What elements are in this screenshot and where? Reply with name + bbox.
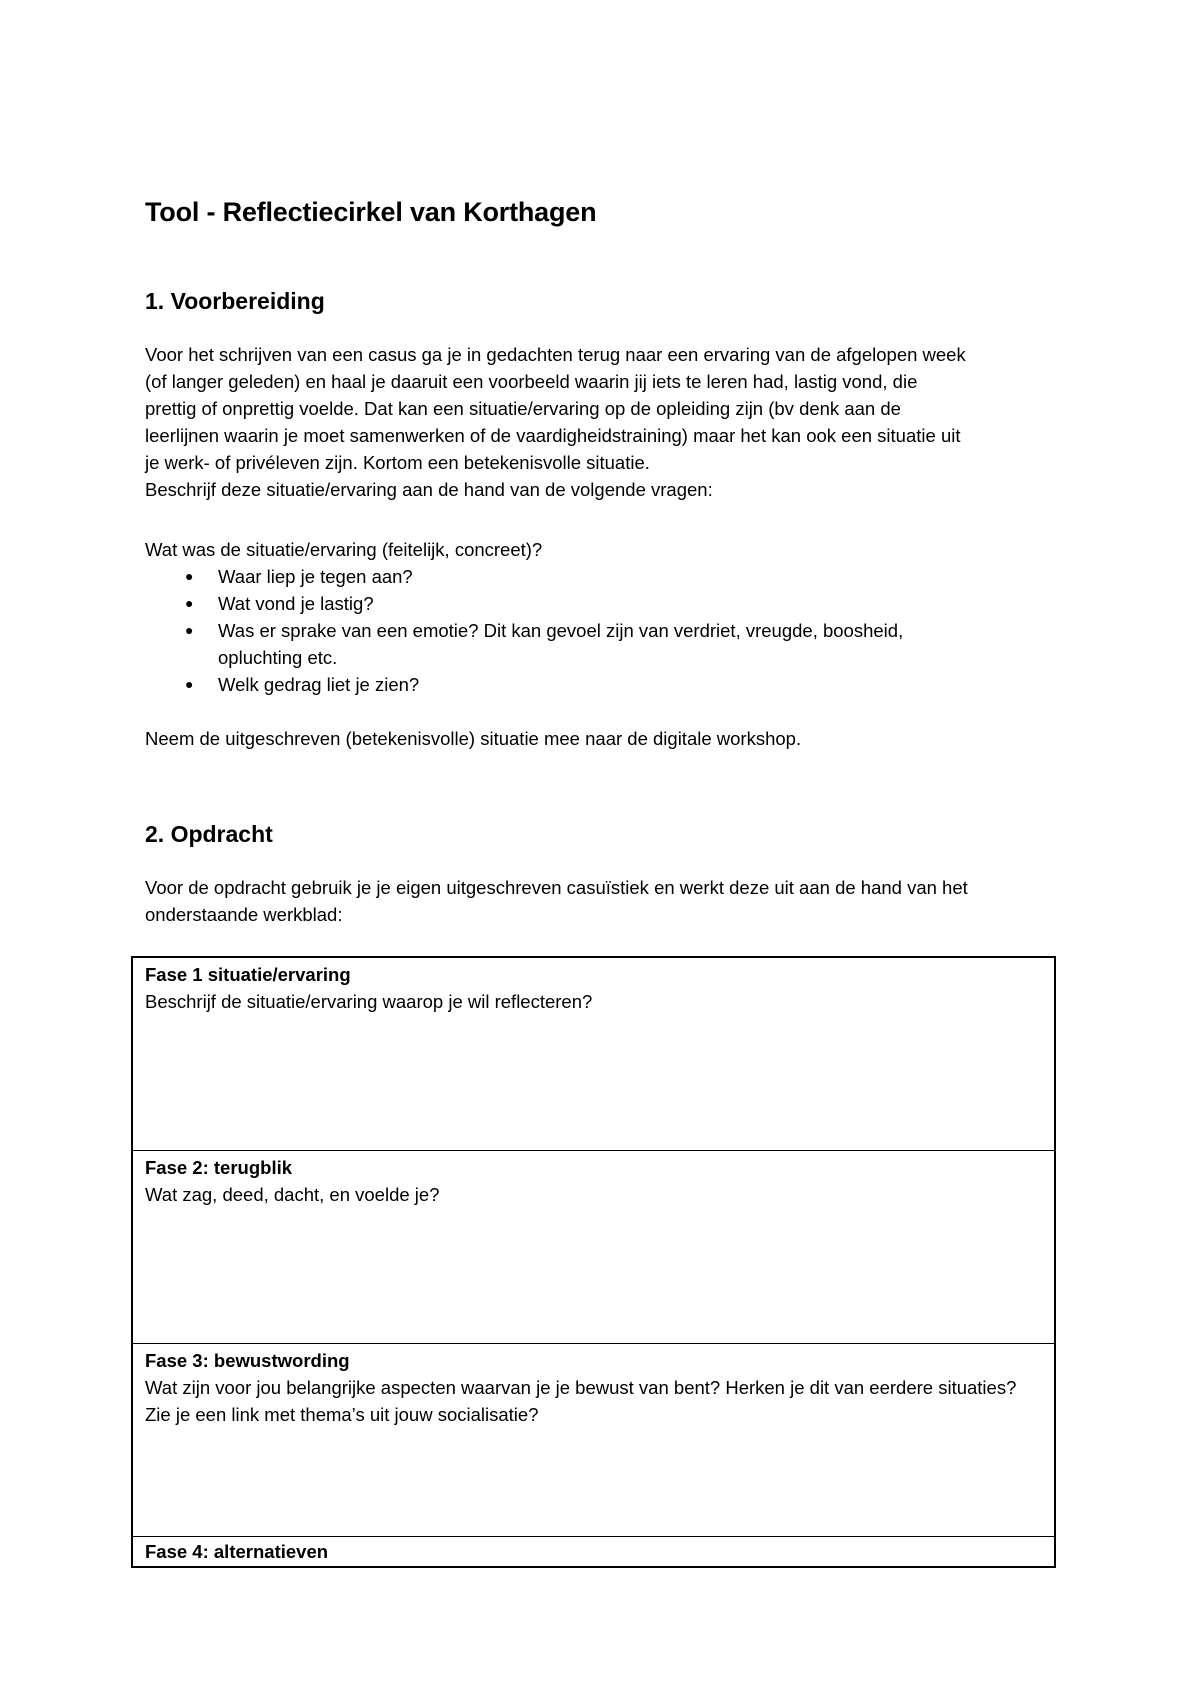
phase-title: Fase 1 situatie/ervaring [145,964,351,985]
phase-row [132,1344,1055,1537]
phase-title: Fase 2: terugblik [145,1157,293,1178]
intro-line: onderstaande werkblad: [145,904,343,925]
intro-line: prettig of onprettig voelde. Dat kan een situatie/ervaring op de opleiding zijn (bv denk aan de [145,398,901,419]
phase-cell[interactable] [132,957,1055,1151]
phase-cell[interactable] [132,1151,1055,1344]
intro-line: je werk- of privéleven zijn. Kortom een betekenisvolle situatie. [145,452,650,473]
section-heading-opdracht: 2. Opdracht [145,821,273,847]
phase-question: Wat zijn voor jou belangrijke aspecten waarvan je je bewust van bent? Herken je dit van eerdere situaties? Zie je een link met thema’s uit jouw socialisatie? [145,1377,1017,1425]
phase-question: Wat zag, deed, dacht, en voelde je? [145,1184,440,1205]
bullet-icon: ● [185,595,194,611]
bullet-item: ● Wat vond je lastig? [145,590,1045,617]
phase-cell[interactable] [132,1537,1055,1568]
bullet-icon: ● [185,676,194,692]
intro-line: Voor de opdracht gebruik je je eigen uitgeschreven casuïstiek en werkt deze uit aan de hand van het [145,877,968,898]
voorbereiding-closing: Neem de uitgeschreven (betekenisvolle) situatie mee naar de digitale workshop. [145,728,802,749]
voorbereiding-intro [145,341,1075,503]
phase-cell[interactable] [132,1344,1055,1537]
bullet-item-continuation: opluchting etc. [218,647,338,668]
phase-title: Fase 4: alternatieven [145,1541,329,1562]
phase-row [132,1151,1055,1344]
opdracht-intro [145,874,1075,928]
werkblad-table [131,956,1056,1568]
bullet-icon: ● [185,622,194,638]
bullet-icon: ● [185,568,194,584]
section-heading-voorbereiding: 1. Voorbereiding [145,288,325,314]
question-bullet-list [145,563,1045,698]
intro-line: leerlijnen waarin je moet samenwerken of de vaardigheidstraining) maar het kan ook een situatie uit [145,425,961,446]
phase-question: Beschrijf de situatie/ervaring waarop je wil reflecteren? [145,991,593,1012]
situation-question: Wat was de situatie/ervaring (feitelijk, concreet)? [145,539,543,560]
phase-row [132,957,1055,1151]
bullet-item: ● Waar liep je tegen aan? [145,563,1045,590]
document-title: Tool - Reflectiecirkel van Korthagen [145,197,597,227]
phase-title: Fase 3: bewustwording [145,1350,350,1371]
intro-line: Beschrijf deze situatie/ervaring aan de hand van de volgende vragen: [145,479,713,500]
bullet-item: ● Welk gedrag liet je zien? [145,671,1045,698]
bullet-item: ● Was er sprake van een emotie? Dit kan gevoel zijn van verdriet, vreugde, boosheid, [145,617,1045,644]
phase-row [132,1537,1055,1568]
intro-line: (of langer geleden) en haal je daaruit een voorbeeld waarin jij iets te leren had, lastig vond, die [145,371,918,392]
intro-line: Voor het schrijven van een casus ga je in gedachten terug naar een ervaring van de afgelopen week [145,344,966,365]
